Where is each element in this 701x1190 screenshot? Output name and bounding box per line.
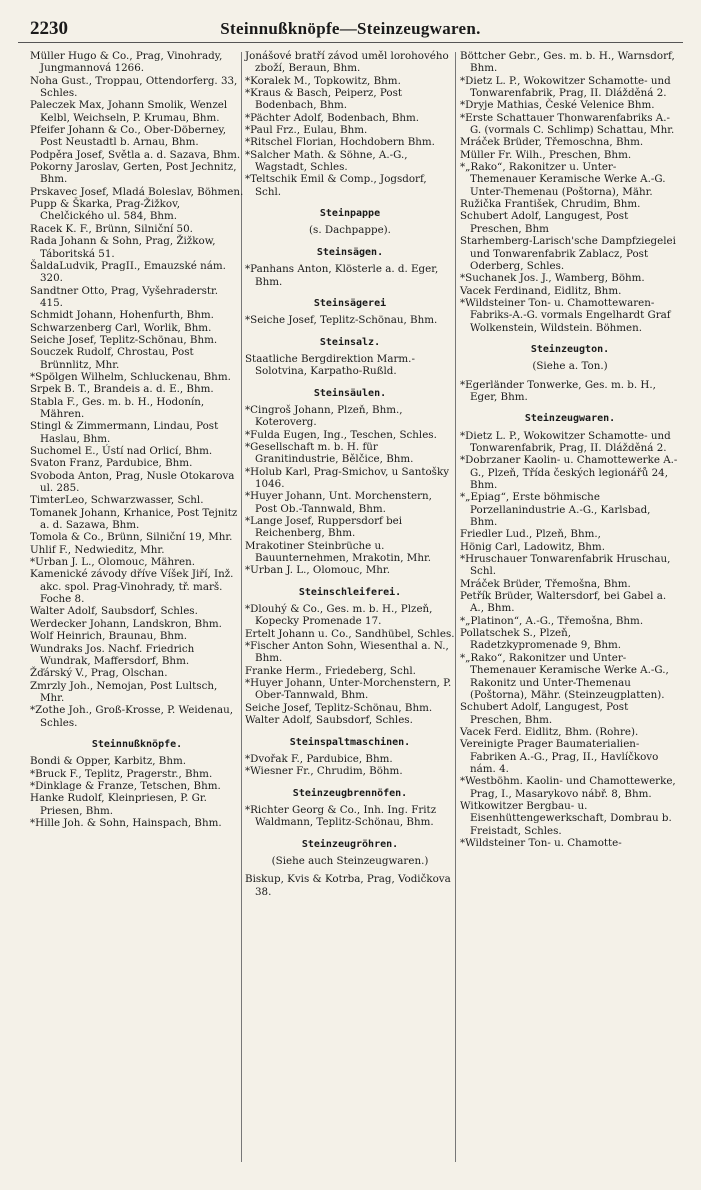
directory-entry: *Dinklage & Franze, Tetschen, Bhm. xyxy=(30,779,221,792)
directory-entry: Tomola & Co., Brünn, Silniční 19, Mhr. xyxy=(30,531,233,544)
directory-entry: *Lange Josef, Ruppersdorf bei Reichenberg, Bhm. xyxy=(245,515,403,540)
directory-entry: Ružička František, Chrudim, Bhm. xyxy=(460,198,641,211)
section-heading: Steinsäulen. xyxy=(313,387,387,399)
directory-entry: *Zothe Joh., Groß-Krosse, P. Weidenau, Schles. xyxy=(30,704,234,729)
directory-entry: Prskavec Josef, Mladá Boleslav, Böhmen. xyxy=(30,185,244,198)
directory-entry: Schubert Adolf, Langugest, Post Preschen, Bhm. xyxy=(460,701,629,726)
section-heading: Steinsägerei xyxy=(313,297,387,309)
directory-entry: Pokorny Jaroslav, Gerten, Post Jechnitz, Bhm. xyxy=(30,161,237,186)
directory-entry: *Huyer Johann, Unter-Morchenstern, P. Ober-Tannwald, Bhm. xyxy=(245,677,452,702)
directory-entry: Wolf Heinrich, Braunau, Bhm. xyxy=(30,630,188,643)
directory-entry: ŠaldaLudvik, PragII., Emauzské nám. 320. xyxy=(30,259,226,285)
directory-entry: Svoboda Anton, Prag, Nusle Otokarova ul. 285. xyxy=(30,469,235,495)
directory-entry: Mrakotiner Steinbrüche u. Bauunternehmen, Mrakotin, Mhr. xyxy=(245,539,432,565)
directory-entry: *Paul Frz., Eulau, Bhm. xyxy=(245,124,368,137)
directory-entry: *Dryje Mathias, České Velenice Bhm. xyxy=(460,99,655,112)
directory-entry: Mráček Brüder, Třemošna, Bhm. xyxy=(460,577,631,590)
directory-entry: *Westböhm. Kaolin- und Chamottewerke, Prag, I., Masarykovo nábř. 8, Bhm. xyxy=(460,775,676,800)
section-note: (Siehe a. Ton.) xyxy=(532,360,608,373)
directory-entry: Pollatschek S., Plzeň, Radetzkypromenade 9, Bhm. xyxy=(460,627,622,652)
directory-entry: Žďárský V., Prag, Olschan. xyxy=(30,667,168,680)
directory-entry: *Suchanek Jos. J., Wamberg, Böhm. xyxy=(460,272,645,285)
directory-entry: *Bruck F., Teplitz, Pragerstr., Bhm. xyxy=(30,767,213,780)
directory-entry: *Urban J. L., Olomouc, Mhr. xyxy=(245,564,390,577)
directory-entry: *Dietz L. P., Wokowitzer Schamotte- und Tonwarenfabrik, Prag, II. Dlážděná 2. xyxy=(460,429,671,454)
section-heading: Steinsägen. xyxy=(316,246,384,258)
directory-entry: Jonášové bratří závod uměl lorohového zboží, Beraun, Bhm. xyxy=(245,50,449,75)
section-heading: Steinzeugwaren. xyxy=(524,413,616,425)
directory-entry: *Dvořak F., Pardubice, Bhm. xyxy=(245,752,393,765)
directory-entry: *Kraus & Basch, Peiperz, Post Bodenbach, Bhm. xyxy=(245,87,403,112)
directory-entry: Hanke Rudolf, Kleinpriesen, P. Gr. Priesen, Bhm. xyxy=(30,792,207,817)
directory-entry: *„Platinon“, A.-G., Třemošna, Bhm. xyxy=(460,614,644,627)
directory-entry: Schubert Adolf, Langugest, Post Preschen, Bhm xyxy=(460,210,629,235)
directory-entry: Staatliche Bergdirektion Marm.-Solotvina, Karpatho-Rußld. xyxy=(245,352,415,378)
directory-entry: Podpěra Josef, Světla a. d. Sazava, Bhm. xyxy=(30,148,241,161)
directory-entry: Tomanek Johann, Krhanice, Post Tejnitz a. d. Sazawa, Bhm. xyxy=(30,506,238,532)
directory-entry: *Ritschel Florian, Hochdobern Bhm. xyxy=(245,136,435,149)
directory-entry: Schmidt Johann, Hohenfurth, Bhm. xyxy=(30,309,214,322)
section-heading: Steinzeugbrennöfen. xyxy=(292,787,408,799)
directory-entry: Kamenické závody dříve Víšek Jiří, Inž. akc. spol. Prag-Vinohrady, tř. marš. Foche 8. xyxy=(30,568,234,606)
directory-entry: *„Epiag“, Erste böhmische Porzellanindustrie A.-G., Karlsbad, Bhm. xyxy=(460,491,651,529)
directory-entry: Stingl & Zimmermann, Lindau, Post Haslau, Bhm. xyxy=(30,420,219,445)
directory-entry: Stabla F., Ges. m. b. H., Hodonín, Mähren. xyxy=(30,395,205,420)
directory-entry: Walter Adolf, Saubsdorf, Schles. xyxy=(30,605,198,618)
directory-entry: *Gesellschaft m. b. H. für Granitindustrie, Bělčice, Bhm. xyxy=(245,440,414,466)
directory-entry: *Wildsteiner Ton- u. Chamottewaren-Fabriks-A.-G. vormals Engelhardt Graf Wolkenstein, Wildstein. Böhmen. xyxy=(460,296,671,334)
directory-entry: Biskup, Kvis & Kotrba, Prag, Vodičkova 38. xyxy=(245,873,451,898)
directory-entry: *Seiche Josef, Teplitz-Schönau, Bhm. xyxy=(245,314,438,327)
section-heading: Steinspaltmaschinen. xyxy=(289,736,411,748)
directory-entry: *Dietz L. P., Wokowitzer Schamotte- und Tonwarenfabrik, Prag, II. Dlážděná 2. xyxy=(460,74,671,100)
directory-entry: Svaton Franz, Pardubice, Bhm. xyxy=(30,457,193,470)
column-3 xyxy=(460,50,680,849)
directory-entry: Ertelt Johann u. Co., Sandhübel, Schles. xyxy=(245,627,455,640)
directory-entry: Seiche Josef, Teplitz-Schönau, Bhm. xyxy=(30,333,218,346)
directory-entry: Rada Johann & Sohn, Prag, Žižkow, Táboritská 51. xyxy=(30,235,216,260)
directory-entry: *Fulda Eugen, Ing., Teschen, Schles. xyxy=(245,428,437,441)
directory-entry: Schwarzenberg Carl, Worlik, Bhm. xyxy=(30,321,212,334)
directory-entry: Suchomel E., Ústí nad Orlicí, Bhm. xyxy=(30,445,213,457)
section-note: (s. Dachpappe). xyxy=(309,224,391,237)
section-note: (Siehe auch Steinzeugwaren.) xyxy=(271,854,429,867)
directory-entry: Starhemberg-Larisch'sche Dampfziegelei und Tonwarenfabrik Zablacz, Post Oderberg, Schles. xyxy=(460,235,676,272)
directory-entry: Noha Gust., Troppau, Ottendorferg. 33, Schles. xyxy=(30,74,238,100)
section-heading: Steinnußknöpfe. xyxy=(91,738,183,750)
directory-entry: Wundraks Jos. Nachf. Friedrich Wundrak, Maffersdorf, Bhm. xyxy=(30,642,195,667)
section-heading: Steinschleiferei. xyxy=(298,586,402,598)
directory-entry: *Wiesner Fr., Chrudim, Böhm. xyxy=(245,765,403,778)
directory-entry: *Pächter Adolf, Bodenbach, Bhm. xyxy=(245,111,420,124)
directory-entry: Bondi & Opper, Karbitz, Bhm. xyxy=(30,755,187,768)
directory-entry: *Koralek M., Topkowitz, Bhm. xyxy=(245,74,401,87)
directory-entry: *Cingroš Johann, Plzeň, Bhm., Koteroverg. xyxy=(245,403,403,429)
directory-entry: Witkowitzer Bergbau- u. Eisenhüttengewerkschaft, Dombrau b. Freistadt, Schles. xyxy=(460,799,672,837)
directory-entry: Müller Hugo & Co., Prag, Vinohrady, Jungmannová 1266. xyxy=(30,50,223,75)
directory-entry: *Hruschauer Tonwarenfabrik Hruschau, Schl. xyxy=(460,553,671,578)
page-header xyxy=(18,14,683,43)
directory-entry: *Panhans Anton, Klösterle a. d. Eger, Bhm. xyxy=(245,263,439,288)
directory-entry: *„Rako“, Rakonitzer und Unter-Themenauer Keramische Werke A.-G., Rakonitz und Unter-Themenau (Poštorna), Mähr. (Steinzeugplatten). xyxy=(460,651,669,701)
section-heading: Steinsalz. xyxy=(319,336,381,348)
section-heading: Steinzeugton. xyxy=(530,343,610,355)
directory-entry: *Egerländer Tonwerke, Ges. m. b. H., Eger, Bhm. xyxy=(460,378,656,403)
directory-entry: Seiche Josef, Teplitz-Schönau, Bhm. xyxy=(245,701,433,714)
directory-entry: Vacek Ferdinand, Eidlitz, Bhm. xyxy=(460,284,622,297)
directory-entry: Mráček Brüder, Třemoschna, Bhm. xyxy=(460,136,644,149)
column-2 xyxy=(245,50,455,898)
directory-entry: *Richter Georg & Co., Inh. Ing. Fritz Waldmann, Teplitz-Schönau, Bhm. xyxy=(245,803,437,829)
section-heading: Steinzeugröhren. xyxy=(301,838,399,850)
directory-entry: Vacek Ferd. Eidlitz, Bhm. (Rohre). xyxy=(460,725,639,738)
directory-entry: Pfeifer Johann & Co., Ober-Döberney, Post Neustadtl b. Arnau, Bhm. xyxy=(30,124,227,149)
directory-entry: *Dobrzaner Kaolin- u. Chamottewerke A.-G., Plzeň, Třída českých legionářů 24, Bhm. xyxy=(460,454,678,491)
directory-entry: Petřík Brüder, Waltersdorf, bei Gabel a. A., Bhm. xyxy=(460,590,667,615)
directory-entry: Vereinigte Prager Baumaterialien-Fabriken A.-G., Prag, II., Havlíčkovo nám. 4. xyxy=(460,738,659,775)
column-1 xyxy=(30,50,244,829)
directory-entry: *Holub Karl, Prag-Smichov, u Santošky 1046. xyxy=(245,465,450,490)
directory-entry: Racek K. F., Brünn, Silniční 50. xyxy=(30,222,193,235)
page-title: Steinnußknöpfe—Steinzeugwaren. xyxy=(220,19,481,38)
directory-entry: Müller Fr. Wilh., Preschen, Bhm. xyxy=(460,148,632,161)
directory-entry: *Salcher Math. & Söhne, A.-G., Wagstadt, Schles. xyxy=(245,148,408,174)
section-heading: Steinpappe xyxy=(319,208,381,220)
directory-entry: *Teltschik Emil & Comp., Jogsdorf, Schl. xyxy=(245,173,427,198)
directory-entry: *„Rako“, Rakonitzer u. Unter-Themenauer Keramische Werke A.-G. Unter-Themenau (Poštorna), Mähr. xyxy=(460,161,666,198)
column-divider xyxy=(455,52,456,1162)
directory-entry: Uhlif F., Nedwieditz, Mhr. xyxy=(30,543,165,556)
directory-entry: *Spölgen Wilhelm, Schluckenau, Bhm. xyxy=(30,370,231,383)
directory-entry: Werdecker Johann, Landskron, Bhm. xyxy=(30,617,222,630)
directory-entry: Hönig Carl, Ladowitz, Bhm. xyxy=(460,540,605,553)
directory-entry: *Fischer Anton Sohn, Wiesenthal a. N., Bhm. xyxy=(245,640,449,665)
directory-entry: Srpek B. T., Brandeis a. d. E., Bhm. xyxy=(30,383,214,396)
directory-entry: *Erste Schattauer Thonwarenfabriks A.-G. (vormals C. Schlimp) Schattau, Mhr. xyxy=(460,111,675,137)
directory-entry: *Wildsteiner Ton- u. Chamotte- xyxy=(460,836,622,849)
directory-entry: TimterLeo, Schwarzwasser, Schl. xyxy=(30,494,204,507)
directory-entry: Pupp & Škarka, Prag-Žižkov, Chelčického ul. 584, Bhm. xyxy=(30,198,180,223)
directory-entry: Franke Herm., Friedeberg, Schl. xyxy=(245,664,416,677)
directory-entry: *Hille Joh. & Sohn, Hainspach, Bhm. xyxy=(30,816,222,829)
directory-entry: Paleczek Max, Johann Smolik, Wenzel Kelbl, Weichseln, P. Krumau, Bhm. xyxy=(30,99,228,124)
directory-entry: Sandtner Otto, Prag, Vyšehraderstr. 415. xyxy=(30,284,219,309)
directory-entry: Böttcher Gebr., Ges. m. b. H., Warnsdorf, Bhm. xyxy=(460,50,675,75)
directory-entry: Souczek Rudolf, Chrostau, Post Brünnlitz, Mhr. xyxy=(30,346,194,371)
directory-entry: *Huyer Johann, Unt. Morchenstern, Post Ob.-Tannwald, Bhm. xyxy=(245,490,432,515)
directory-entry: *Dlouhý & Co., Ges. m. b. H., Plzeň, Kopecky Promenade 17. xyxy=(245,603,433,628)
directory-entry: Zmrzly Joh., Nemojan, Post Lultsch, Mhr. xyxy=(30,679,218,704)
page-number: 2230 xyxy=(30,18,68,39)
directory-entry: *Urban J. L., Olomouc, Mähren. xyxy=(30,556,195,569)
directory-entry: Walter Adolf, Saubsdorf, Schles. xyxy=(245,714,413,727)
directory-entry: Friedler Lud., Plzeň, Bhm., xyxy=(460,528,601,541)
